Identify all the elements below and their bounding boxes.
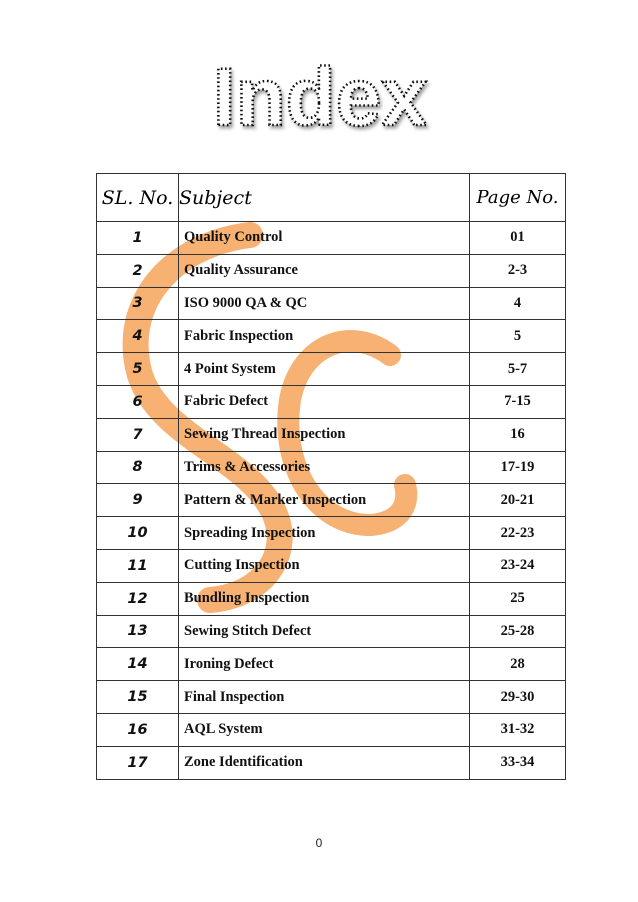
table-row: [97, 681, 566, 714]
row-page: 29-30: [470, 681, 566, 714]
row-sl: 3: [97, 287, 179, 320]
table-row: [97, 582, 566, 615]
row-sl: 9: [97, 484, 179, 517]
table-row: [97, 484, 566, 517]
row-subject: [179, 648, 470, 681]
row-page: 23-24: [470, 549, 566, 582]
row-page: 20-21: [470, 484, 566, 517]
header-subject: Subject: [179, 174, 470, 222]
row-subject: [179, 254, 470, 287]
table-row: [97, 287, 566, 320]
row-subject-text: Fabric Inspection: [184, 327, 294, 344]
row-subject-text: Final Inspection: [184, 688, 285, 705]
row-page: 7-15: [470, 385, 566, 418]
row-page: 01: [470, 222, 566, 255]
row-subject-text: Quality Control: [184, 229, 283, 246]
row-subject-text: Zone Identification: [184, 754, 303, 771]
row-subject: [179, 385, 470, 418]
row-sl: 13: [97, 615, 179, 648]
row-page: 25: [470, 582, 566, 615]
row-subject: [179, 681, 470, 714]
row-page: 5-7: [470, 353, 566, 386]
header-page-no: Page No.: [470, 174, 566, 222]
table-row: [97, 451, 566, 484]
row-page: 5: [470, 320, 566, 353]
table-row: [97, 385, 566, 418]
row-sl: 10: [97, 517, 179, 550]
row-subject: [179, 484, 470, 517]
row-subject-text: 4 Point System: [184, 360, 276, 377]
row-page: 22-23: [470, 517, 566, 550]
table-header-row: [97, 174, 566, 222]
row-subject: [179, 451, 470, 484]
row-subject-text: Trims & Accessories: [184, 458, 311, 475]
row-subject-text: Cutting Inspection: [184, 557, 300, 574]
table-row: [97, 713, 566, 746]
row-subject: [179, 517, 470, 550]
row-sl: 5: [97, 353, 179, 386]
row-sl: 7: [97, 418, 179, 451]
table-row: [97, 549, 566, 582]
row-sl: 16: [97, 713, 179, 746]
row-subject-text: Ironing Defect: [184, 655, 274, 672]
row-subject: [179, 713, 470, 746]
row-sl: 4: [97, 320, 179, 353]
row-page: 17-19: [470, 451, 566, 484]
index-title: [212, 50, 428, 143]
title-text: Index: [212, 52, 428, 143]
row-subject-text: ISO 9000 QA & QC: [184, 294, 308, 311]
table-row: [97, 615, 566, 648]
row-subject: [179, 287, 470, 320]
row-sl: 8: [97, 451, 179, 484]
row-page: 31-32: [470, 713, 566, 746]
row-subject: [179, 418, 470, 451]
header-sl-no: SL. No.: [97, 174, 179, 222]
row-sl: 12: [97, 582, 179, 615]
row-sl: 1: [97, 222, 179, 255]
row-subject: [179, 615, 470, 648]
row-subject: [179, 549, 470, 582]
row-subject: [179, 582, 470, 615]
row-sl: 17: [97, 746, 179, 779]
row-sl: 6: [97, 385, 179, 418]
table-row: [97, 320, 566, 353]
row-page: 4: [470, 287, 566, 320]
row-sl: 15: [97, 681, 179, 714]
table-row: [97, 418, 566, 451]
row-subject-text: Quality Assurance: [184, 262, 298, 279]
row-page: 28: [470, 648, 566, 681]
row-sl: 11: [97, 549, 179, 582]
row-subject-text: AQL System: [184, 721, 263, 738]
row-subject: [179, 746, 470, 779]
table-row: [97, 746, 566, 779]
row-subject: [179, 353, 470, 386]
row-subject: [179, 320, 470, 353]
row-subject-text: Spreading Inspection: [184, 524, 316, 541]
row-subject-text: Bundling Inspection: [184, 590, 310, 607]
row-subject-text: Sewing Stitch Defect: [184, 622, 312, 639]
table-row: [97, 353, 566, 386]
table-row: [97, 254, 566, 287]
row-sl: 2: [97, 254, 179, 287]
row-page: 2-3: [470, 254, 566, 287]
row-page: 16: [470, 418, 566, 451]
page-number: 0: [315, 836, 323, 850]
row-page: 33-34: [470, 746, 566, 779]
row-subject-text: Fabric Defect: [184, 393, 269, 410]
row-subject-text: Sewing Thread Inspection: [184, 426, 346, 443]
table-row: [97, 648, 566, 681]
table-row: [97, 222, 566, 255]
row-subject: [179, 222, 470, 255]
row-page: 25-28: [470, 615, 566, 648]
table-row: [97, 517, 566, 550]
row-sl: 14: [97, 648, 179, 681]
index-table: [96, 173, 566, 780]
row-subject-text: Pattern & Marker Inspection: [184, 491, 367, 508]
